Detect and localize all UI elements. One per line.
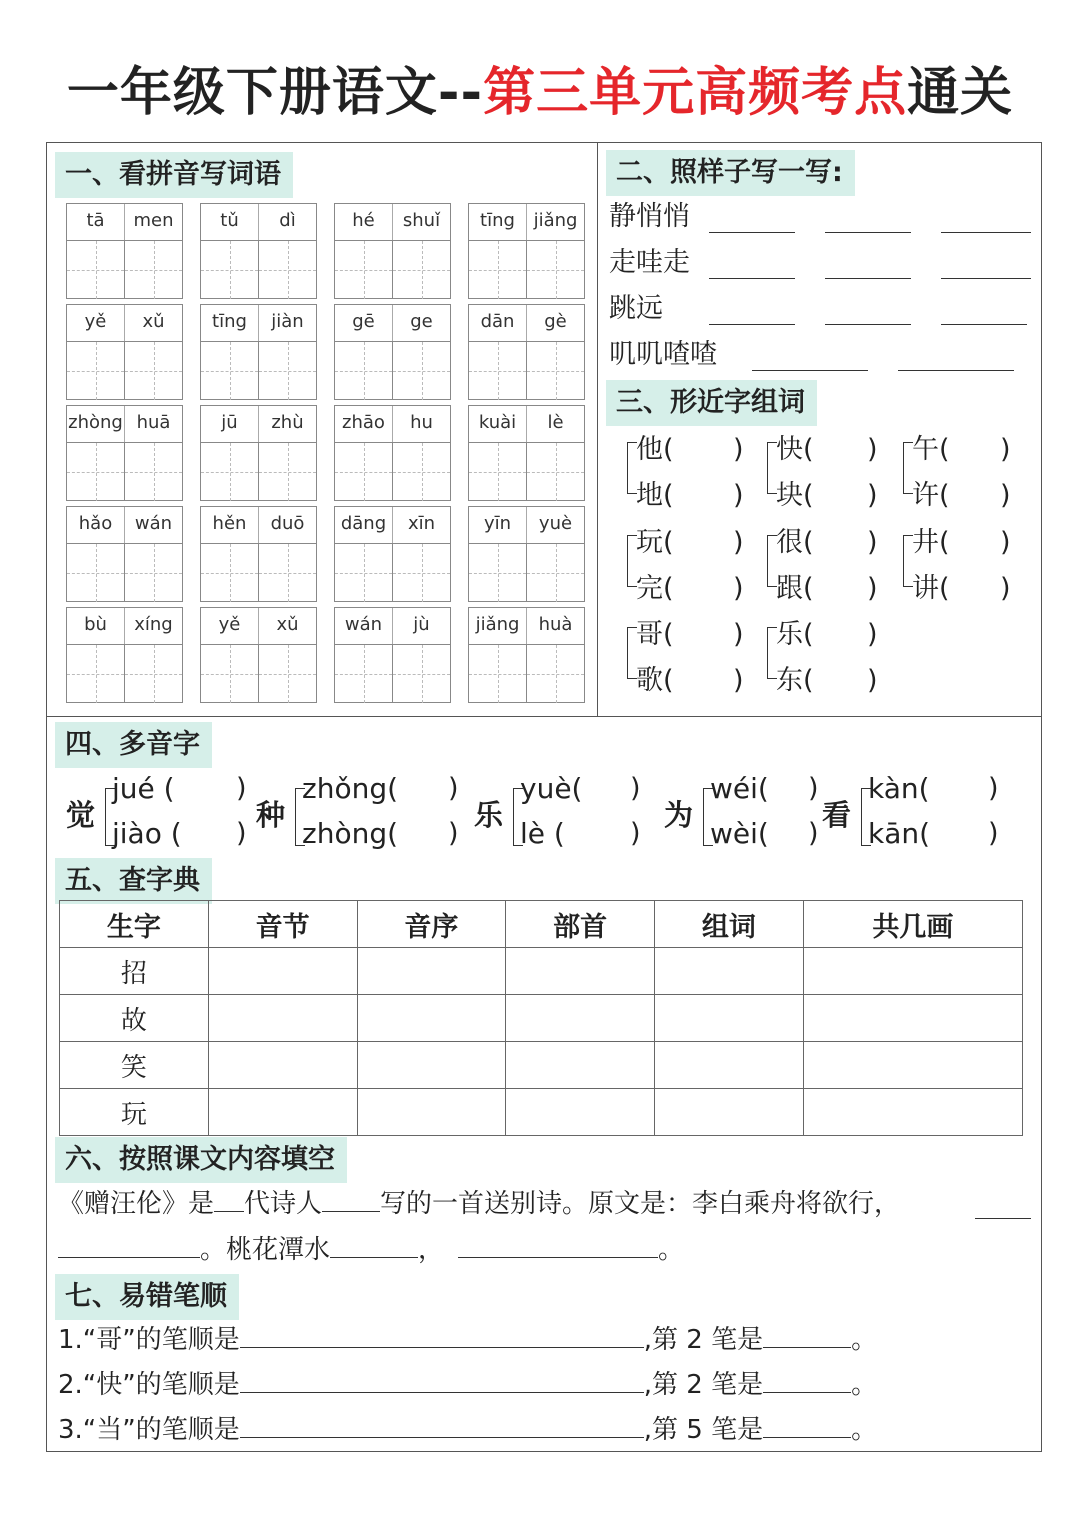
table-answer-cell[interactable] — [803, 1089, 1022, 1136]
pinyin-option: zhǒng( — [302, 772, 399, 805]
table-answer-cell[interactable] — [208, 1042, 357, 1089]
close-paren: ) — [1000, 527, 1011, 558]
tian-cell[interactable] — [335, 645, 393, 703]
blank[interactable] — [825, 278, 911, 279]
tian-cell[interactable] — [393, 241, 450, 299]
poem-text-b: 代诗人 — [244, 1189, 323, 1219]
pinyin-grid[interactable] — [200, 304, 317, 400]
table-row — [60, 1042, 1023, 1089]
writing-cells[interactable] — [67, 241, 182, 299]
writing-cells[interactable] — [335, 544, 450, 602]
table-header-cell: 部首 — [506, 901, 655, 948]
writing-cells[interactable] — [67, 645, 182, 703]
similar-char-item: 午( — [912, 434, 950, 465]
close-paren: ) — [448, 818, 459, 849]
tian-cell[interactable] — [259, 443, 316, 501]
blank[interactable] — [214, 1211, 244, 1212]
pinyin-row — [469, 305, 584, 342]
writing-cells[interactable] — [469, 342, 584, 400]
table-answer-cell[interactable] — [655, 948, 804, 995]
table-header-cell: 共几画 — [803, 901, 1022, 948]
pinyin-option: zhòng( — [302, 817, 399, 850]
tian-cell[interactable] — [469, 544, 527, 602]
table-header-cell: 音节 — [208, 901, 357, 948]
writing-cells[interactable] — [335, 645, 450, 703]
close-paren: ) — [988, 818, 999, 849]
stroke-text: 3.“当”的笔顺是 — [58, 1415, 240, 1445]
table-answer-cell[interactable] — [803, 1042, 1022, 1089]
pinyin-syllable: ge — [410, 311, 433, 332]
pinyin-option: kān( — [868, 817, 931, 850]
close-paren: ) — [867, 573, 878, 604]
table-char-cell: 故 — [60, 995, 209, 1042]
pinyin-syllable: yīn — [469, 507, 527, 543]
pinyin-grid[interactable] — [66, 506, 183, 602]
close-paren: ) — [448, 773, 459, 804]
blank[interactable] — [763, 1392, 851, 1393]
polyphone-char: 种 — [256, 798, 286, 832]
similar-char-item: 井( — [912, 527, 950, 558]
pinyin-syllable: tīng — [469, 204, 527, 240]
blank[interactable] — [825, 232, 911, 233]
tian-cell[interactable] — [527, 241, 584, 299]
tian-cell[interactable] — [125, 241, 182, 299]
pinyin-row — [201, 608, 316, 645]
stroke-text: 。 — [851, 1415, 878, 1445]
pinyin-row — [201, 406, 316, 443]
tian-cell[interactable] — [335, 443, 393, 501]
similar-char-item: 完( — [636, 573, 674, 604]
table-answer-cell[interactable] — [655, 1089, 804, 1136]
section4-heading: 四、多音字 — [55, 722, 212, 768]
pinyin-option: wèi( — [710, 817, 769, 850]
pinyin-grid[interactable] — [334, 203, 451, 299]
tian-cell[interactable] — [125, 645, 182, 703]
tian-cell[interactable] — [67, 241, 125, 299]
pinyin-grid[interactable] — [200, 607, 317, 703]
divider-vertical — [597, 142, 598, 716]
close-paren: ) — [988, 773, 999, 804]
table-answer-cell[interactable] — [506, 995, 655, 1042]
tian-cell[interactable] — [259, 342, 316, 400]
table-answer-cell[interactable] — [208, 995, 357, 1042]
section6-heading: 六、按照课文内容填空 — [55, 1137, 347, 1183]
table-answer-cell[interactable] — [803, 948, 1022, 995]
pinyin-syllable: hé — [335, 204, 393, 240]
polyphone-char: 看 — [822, 798, 852, 832]
writing-cells[interactable] — [67, 443, 182, 501]
pinyin-grid[interactable] — [66, 203, 183, 299]
blank[interactable] — [458, 1257, 658, 1258]
pinyin-row — [67, 608, 182, 645]
blank[interactable] — [709, 278, 795, 279]
pinyin-syllable: jiǎng — [469, 608, 527, 644]
similar-char-item: 东( — [776, 665, 814, 696]
tian-cell[interactable] — [201, 342, 259, 400]
pinyin-syllable: jū — [201, 406, 259, 442]
pinyin-row — [67, 406, 182, 443]
pinyin-syllable: gē — [335, 305, 393, 341]
table-header-row — [60, 901, 1023, 948]
pinyin-syllable: tǔ — [201, 204, 259, 240]
writing-cells[interactable] — [469, 241, 584, 299]
blank[interactable] — [752, 370, 868, 371]
tian-cell[interactable] — [125, 544, 182, 602]
similar-char-item: 乐( — [776, 619, 814, 650]
pinyin-syllable: tīng — [201, 305, 259, 341]
writing-cells[interactable] — [201, 241, 316, 299]
pinyin-syllable: xīn — [407, 513, 436, 534]
close-paren: ) — [733, 527, 744, 558]
pinyin-grid[interactable] — [200, 405, 317, 501]
pinyin-grid[interactable] — [66, 405, 183, 501]
writing-cells[interactable] — [469, 443, 584, 501]
close-paren: ) — [236, 773, 247, 804]
pinyin-syllable: jiǎng — [533, 210, 578, 231]
blank[interactable] — [240, 1392, 644, 1393]
pinyin-syllable: huà — [538, 614, 573, 635]
stroke-text: 2.“快”的笔顺是 — [58, 1370, 240, 1400]
close-paren: ) — [630, 818, 641, 849]
pinyin-syllable: hěn — [201, 507, 259, 543]
stroke-order-item — [58, 1368, 877, 1402]
close-paren: ) — [867, 527, 878, 558]
pinyin-syllable: dān — [469, 305, 527, 341]
close-paren: ) — [630, 773, 641, 804]
pinyin-row — [335, 305, 450, 342]
pinyin-syllable: duō — [270, 513, 305, 534]
pinyin-syllable: jù — [413, 614, 430, 635]
table-answer-cell[interactable] — [357, 1042, 506, 1089]
section7-heading: 七、易错笔顺 — [55, 1274, 239, 1320]
pinyin-syllable: dāng — [335, 507, 393, 543]
tian-cell[interactable] — [469, 342, 527, 400]
similar-char-item: 跟( — [776, 573, 814, 604]
pinyin-grid[interactable] — [66, 607, 183, 703]
close-paren: ) — [808, 773, 819, 804]
pinyin-syllable: huā — [136, 412, 171, 433]
blank[interactable] — [941, 278, 1031, 279]
tian-cell[interactable] — [393, 645, 450, 703]
pinyin-syllable: wán — [335, 608, 393, 644]
tian-cell[interactable] — [335, 544, 393, 602]
pinyin-grid[interactable] — [334, 405, 451, 501]
writing-cells[interactable] — [335, 241, 450, 299]
polyphone-char: 乐 — [474, 798, 504, 832]
tian-cell[interactable] — [469, 443, 527, 501]
tian-cell[interactable] — [201, 645, 259, 703]
pinyin-syllable: jiàn — [271, 311, 304, 332]
pinyin-syllable: zhù — [271, 412, 304, 433]
close-paren: ) — [867, 480, 878, 511]
blank[interactable] — [975, 1218, 1031, 1219]
pinyin-syllable: dì — [279, 210, 296, 231]
close-paren: ) — [733, 480, 744, 511]
similar-char-item: 快( — [776, 434, 814, 465]
pinyin-row — [67, 507, 182, 544]
pinyin-syllable: lè — [547, 412, 564, 433]
section1-heading: 一、看拼音写词语 — [55, 152, 293, 198]
table-answer-cell[interactable] — [655, 1042, 804, 1089]
poem-text-c: 写的一首送别诗。原文是：李白乘舟将欲行， — [380, 1189, 901, 1219]
blank[interactable] — [709, 324, 795, 325]
tian-cell[interactable] — [393, 342, 450, 400]
section2-heading: 二、照样子写一写: — [606, 150, 855, 196]
table-char-cell: 笑 — [60, 1042, 209, 1089]
tian-cell[interactable] — [67, 342, 125, 400]
pinyin-syllable: tā — [67, 204, 125, 240]
pinyin-syllable: shuǐ — [402, 210, 441, 231]
writing-cells[interactable] — [469, 645, 584, 703]
pinyin-syllable: hǎo — [67, 507, 125, 543]
similar-char-item: 他( — [636, 434, 674, 465]
tian-cell[interactable] — [125, 342, 182, 400]
poem-text-d: 。桃花潭水 — [200, 1235, 331, 1265]
stroke-text: 。 — [851, 1370, 878, 1400]
pinyin-syllable: zhòng — [67, 406, 125, 442]
poem-fill-line-2 — [58, 1233, 684, 1267]
blank[interactable] — [58, 1257, 200, 1258]
blank[interactable] — [709, 232, 795, 233]
close-paren: ) — [867, 434, 878, 465]
similar-char-item: 很( — [776, 527, 814, 558]
table-answer-cell[interactable] — [357, 995, 506, 1042]
section3-heading: 三、形近字组词 — [606, 380, 817, 426]
tian-cell[interactable] — [527, 342, 584, 400]
tian-cell[interactable] — [259, 645, 316, 703]
tian-cell[interactable] — [469, 241, 527, 299]
close-paren: ) — [733, 434, 744, 465]
pinyin-syllable: xíng — [134, 614, 173, 635]
blank[interactable] — [825, 324, 911, 325]
tian-cell[interactable] — [527, 645, 584, 703]
table-answer-cell[interactable] — [655, 995, 804, 1042]
table-row — [60, 995, 1023, 1042]
divider-horizontal — [46, 716, 1042, 717]
stroke-text: ,第 5 笔是 — [643, 1415, 764, 1445]
table-header-cell: 组词 — [655, 901, 804, 948]
title-part1: 一年级下册语文-- — [66, 63, 484, 123]
pinyin-row — [201, 204, 316, 241]
table-answer-cell[interactable] — [506, 1042, 655, 1089]
pinyin-option: jiào ( — [112, 817, 182, 850]
example-word-3: 跳远 — [609, 293, 663, 324]
tian-cell[interactable] — [393, 544, 450, 602]
close-paren: ) — [733, 619, 744, 650]
blank[interactable] — [240, 1437, 644, 1438]
pinyin-syllable: yuè — [538, 513, 573, 534]
pinyin-syllable: bù — [67, 608, 125, 644]
title-part2: 第三单元高频考点 — [483, 63, 908, 123]
pinyin-grid[interactable] — [334, 506, 451, 602]
similar-char-item: 讲( — [912, 573, 950, 604]
close-paren: ) — [733, 573, 744, 604]
pinyin-grid[interactable] — [468, 506, 585, 602]
pinyin-syllable: men — [133, 210, 174, 231]
polyphone-char: 为 — [664, 798, 694, 832]
example-word-4: 叽叽喳喳 — [609, 339, 717, 370]
pinyin-row — [469, 406, 584, 443]
page-title — [0, 58, 1080, 128]
pinyin-row — [335, 406, 450, 443]
close-paren: ) — [867, 619, 878, 650]
blank[interactable] — [330, 1257, 418, 1258]
pinyin-syllable: xǔ — [276, 614, 299, 635]
table-answer-cell[interactable] — [506, 948, 655, 995]
similar-char-item: 地( — [636, 480, 674, 511]
writing-cells[interactable] — [201, 342, 316, 400]
writing-cells[interactable] — [201, 443, 316, 501]
pinyin-syllable: zhāo — [335, 406, 393, 442]
stroke-order-item — [58, 1323, 877, 1357]
pinyin-grid[interactable] — [468, 405, 585, 501]
tian-cell[interactable] — [201, 241, 259, 299]
table-header-cell: 音序 — [357, 901, 506, 948]
polyphone-char: 觉 — [66, 798, 96, 832]
tian-cell[interactable] — [259, 544, 316, 602]
pinyin-row — [469, 204, 584, 241]
tian-cell[interactable] — [527, 443, 584, 501]
blank[interactable] — [898, 370, 1014, 371]
example-word-2: 走哇走 — [609, 247, 690, 278]
pinyin-grid[interactable] — [200, 203, 317, 299]
tian-cell[interactable] — [201, 443, 259, 501]
pinyin-option: kàn( — [868, 772, 930, 805]
pinyin-syllable: hu — [410, 412, 433, 433]
pinyin-syllable: yě — [201, 608, 259, 644]
writing-cells[interactable] — [335, 342, 450, 400]
pinyin-row — [201, 507, 316, 544]
close-paren: ) — [1000, 573, 1011, 604]
blank[interactable] — [941, 232, 1031, 233]
stroke-text: ,第 2 笔是 — [643, 1325, 764, 1355]
similar-char-item: 许( — [912, 480, 950, 511]
pinyin-row — [67, 305, 182, 342]
pinyin-grid[interactable] — [66, 304, 183, 400]
stroke-text: 1.“哥”的笔顺是 — [58, 1325, 240, 1355]
pinyin-grid[interactable] — [334, 607, 451, 703]
tian-cell[interactable] — [393, 443, 450, 501]
close-paren: ) — [808, 818, 819, 849]
tian-cell[interactable] — [527, 544, 584, 602]
blank[interactable] — [941, 324, 1027, 325]
writing-cells[interactable] — [67, 342, 182, 400]
poem-text-e: ， — [418, 1235, 445, 1265]
stroke-text: ,第 2 笔是 — [643, 1370, 764, 1400]
pinyin-option: jué ( — [112, 772, 175, 805]
close-paren: ) — [867, 665, 878, 696]
poem-text-a: 《赠汪伦》是 — [58, 1189, 215, 1219]
blank[interactable] — [763, 1437, 851, 1438]
table-answer-cell[interactable] — [803, 995, 1022, 1042]
pinyin-row — [335, 204, 450, 241]
section5-heading: 五、查字典 — [55, 858, 212, 904]
poem-text-f: 。 — [658, 1235, 685, 1265]
table-row — [60, 1089, 1023, 1136]
example-word-1: 静悄悄 — [609, 201, 690, 232]
tian-cell[interactable] — [335, 241, 393, 299]
blank[interactable] — [322, 1211, 380, 1212]
pinyin-syllable: kuài — [469, 406, 527, 442]
dictionary-table — [59, 900, 1023, 1136]
table-header-cell: 生字 — [60, 901, 209, 948]
pinyin-syllable: wán — [134, 513, 173, 534]
pinyin-row — [335, 507, 450, 544]
pinyin-row — [469, 608, 584, 645]
table-answer-cell[interactable] — [357, 1089, 506, 1136]
pinyin-grid[interactable] — [334, 304, 451, 400]
table-answer-cell[interactable] — [208, 948, 357, 995]
tian-cell[interactable] — [201, 544, 259, 602]
pinyin-row — [201, 305, 316, 342]
pinyin-option: lè ( — [520, 817, 565, 850]
pinyin-option: yuè( — [520, 772, 583, 805]
table-char-cell: 玩 — [60, 1089, 209, 1136]
poem-fill-line-1 — [58, 1187, 900, 1221]
similar-char-item: 玩( — [636, 527, 674, 558]
close-paren: ) — [236, 818, 247, 849]
stroke-order-item — [58, 1413, 877, 1447]
table-answer-cell[interactable] — [506, 1089, 655, 1136]
tian-cell[interactable] — [67, 443, 125, 501]
tian-cell[interactable] — [67, 544, 125, 602]
blank[interactable] — [763, 1347, 851, 1348]
similar-char-item: 哥( — [636, 619, 674, 650]
writing-cells[interactable] — [469, 544, 584, 602]
table-answer-cell[interactable] — [357, 948, 506, 995]
similar-char-item: 歌( — [636, 665, 674, 696]
blank[interactable] — [240, 1347, 644, 1348]
pinyin-syllable: xǔ — [142, 311, 165, 332]
pinyin-syllable: gè — [544, 311, 567, 332]
pinyin-row — [67, 204, 182, 241]
pinyin-option: wéi( — [710, 772, 769, 805]
pinyin-row — [469, 507, 584, 544]
writing-cells[interactable] — [201, 544, 316, 602]
title-part3: 通关 — [907, 63, 1014, 123]
pinyin-syllable: yě — [67, 305, 125, 341]
pinyin-grid[interactable] — [468, 203, 585, 299]
tian-cell[interactable] — [259, 241, 316, 299]
pinyin-grid[interactable] — [468, 607, 585, 703]
pinyin-grid[interactable] — [200, 506, 317, 602]
close-paren: ) — [733, 665, 744, 696]
tian-cell[interactable] — [469, 645, 527, 703]
writing-cells[interactable] — [335, 443, 450, 501]
pinyin-row — [335, 608, 450, 645]
writing-cells[interactable] — [201, 645, 316, 703]
stroke-text: 。 — [851, 1325, 878, 1355]
table-char-cell: 招 — [60, 948, 209, 995]
close-paren: ) — [1000, 480, 1011, 511]
close-paren: ) — [1000, 434, 1011, 465]
tian-cell[interactable] — [67, 645, 125, 703]
similar-char-item: 块( — [776, 480, 814, 511]
tian-cell[interactable] — [335, 342, 393, 400]
table-answer-cell[interactable] — [208, 1089, 357, 1136]
tian-cell[interactable] — [125, 443, 182, 501]
table-row — [60, 948, 1023, 995]
writing-cells[interactable] — [67, 544, 182, 602]
pinyin-grid[interactable] — [468, 304, 585, 400]
